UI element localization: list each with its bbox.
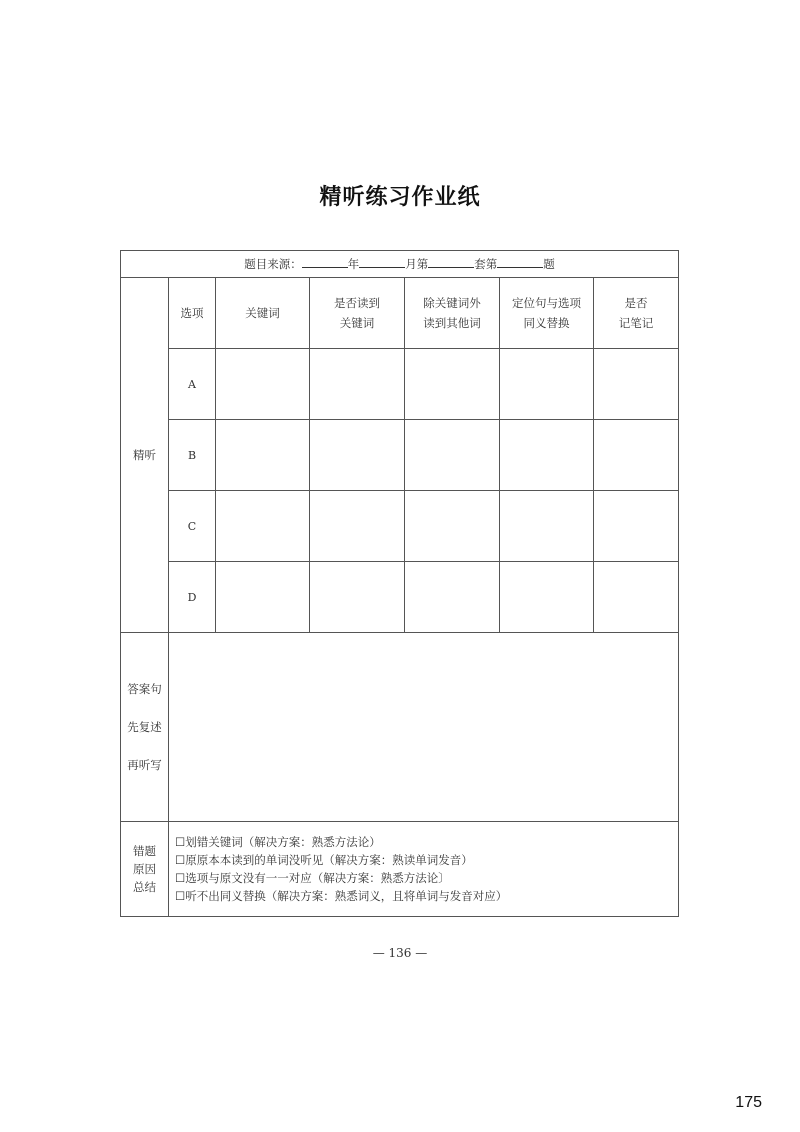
header-row [121,278,679,349]
error-reason-item[interactable]: ☐划错关键词（解决方案：熟悉方法论） [175,835,381,849]
option-label: C [169,491,216,562]
error-reason-item[interactable]: ☐原原本本读到的单词没听见（解决方案：熟读单词发音） [175,853,473,867]
answer-cell[interactable] [500,562,594,633]
answer-cell[interactable] [216,349,310,420]
section-label-intensive: 精听 [121,278,169,633]
answer-cell[interactable] [500,349,594,420]
answer-cell[interactable] [216,491,310,562]
option-row [121,491,679,562]
option-label: D [169,562,216,633]
answer-cell[interactable] [216,420,310,491]
error-reason-item[interactable]: ☐选项与原文没有一一对应（解决方案：熟悉方法论〕 [175,871,450,885]
header-other-words: 除关键词外 读到其他词 [405,278,500,349]
question-source [121,251,679,278]
question-blank[interactable] [497,256,543,268]
page-title: 精听练习作业纸 [319,184,481,210]
question-label: 题 [543,257,555,271]
source-label: 题目来源： [244,257,302,271]
error-reasons-list [169,822,679,917]
month-label: 月第 [405,257,429,271]
inner-page-number: — 136 — [372,946,428,960]
answer-cell[interactable] [594,349,679,420]
answer-cell[interactable] [594,562,679,633]
answer-cell[interactable] [310,349,405,420]
answer-cell[interactable] [405,562,500,633]
option-row [121,562,679,633]
header-synonym: 定位句与选项 同义替换 [500,278,594,349]
error-reason-item[interactable]: ☐听不出同义替换（解决方案：熟悉词义，且将单词与发音对应） [175,889,508,903]
header-option: 选项 [169,278,216,349]
answer-cell[interactable] [594,491,679,562]
answer-cell[interactable] [310,420,405,491]
option-label: A [169,349,216,420]
dictation-area[interactable] [169,633,679,822]
header-keyword: 关键词 [216,278,310,349]
answer-cell[interactable] [500,491,594,562]
set-label: 套第 [474,257,498,271]
option-label: B [169,420,216,491]
answer-cell[interactable] [310,562,405,633]
set-blank[interactable] [428,256,474,268]
answer-cell[interactable] [216,562,310,633]
year-label: 年 [347,257,360,271]
page-number: 175 [735,1094,762,1111]
answer-cell[interactable] [310,491,405,562]
header-heard-keyword: 是否读到 关键词 [310,278,405,349]
worksheet-table [120,250,679,917]
answer-sentence-label: 答案句 先复述 再听写 [121,633,169,822]
option-row [121,420,679,491]
answer-cell[interactable] [405,349,500,420]
header-notes: 是否 记笔记 [594,278,679,349]
option-row [121,349,679,420]
answer-cell[interactable] [405,420,500,491]
answer-cell[interactable] [405,491,500,562]
source-row [121,251,679,278]
error-summary-label: 错题 原因 总结 [121,822,169,917]
answer-sentence-row [121,633,679,822]
error-summary-row [121,822,679,917]
year-blank[interactable] [302,256,348,268]
answer-cell[interactable] [594,420,679,491]
answer-cell[interactable] [500,420,594,491]
month-blank[interactable] [359,256,405,268]
